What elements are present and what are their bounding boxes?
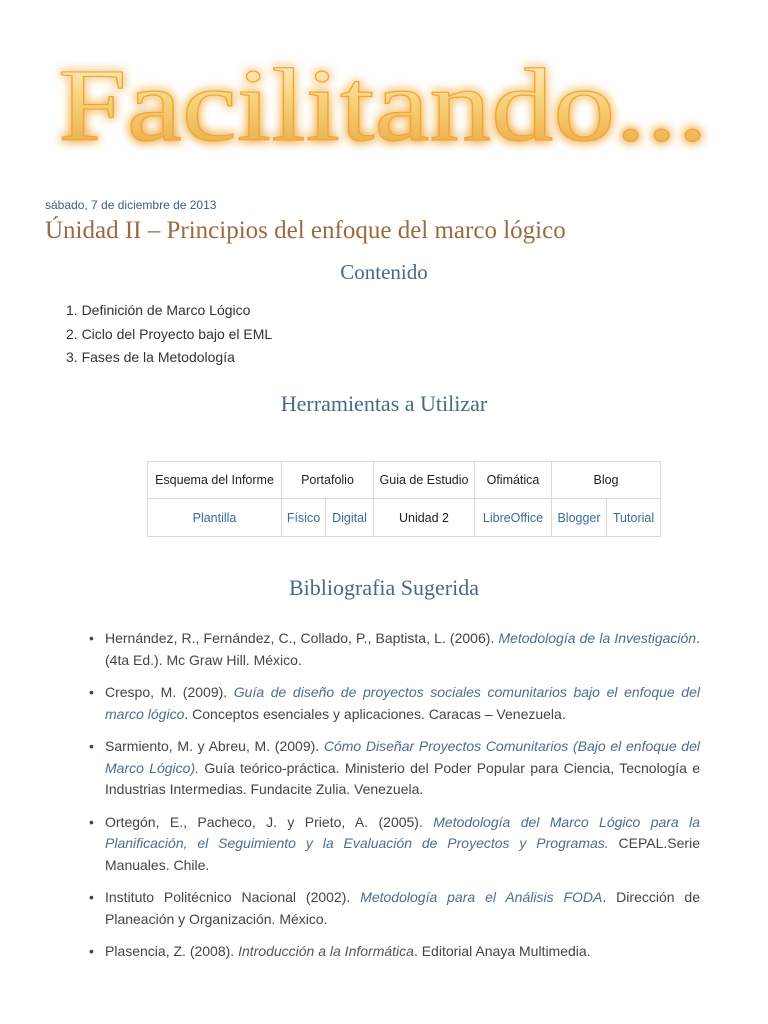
- blog-header-banner[interactable]: [0, 40, 768, 170]
- link-fisico[interactable]: Físico: [282, 499, 326, 537]
- post-title[interactable]: Únidad II – Principios del enfoque del marco lógico: [45, 217, 566, 244]
- link-plantilla[interactable]: Plantilla: [148, 499, 282, 537]
- reference-title-link[interactable]: Metodología del Marco Lógico para la Planificación, el Seguimiento y la Evaluación de Proyectos y Programas.: [105, 813, 700, 851]
- blog-title-text: Facilitando...: [58, 48, 708, 163]
- reference-authors: Ortegón, E., Pacheco, J. y Prieto, A. (2005).: [105, 813, 434, 830]
- reference-details: Guía teórico-práctica. Ministerio del Poder Popular para Ciencia, Tecnología e Industrias Intermedias. Fundacite Zulia. Venezuela.: [105, 759, 701, 797]
- reference-authors: Hernández, R., Fernández, C., Collado, P., Baptista, L. (2006).: [105, 630, 499, 646]
- link-blogger[interactable]: Blogger: [552, 499, 607, 537]
- bibliography-item: [88, 628, 700, 671]
- bibliografia-list: [88, 628, 700, 974]
- tools-link-row: [148, 499, 661, 537]
- contenido-item: 3. Fases de la Metodología: [66, 349, 235, 365]
- herramientas-heading: Herramientas a Utilizar: [280, 391, 488, 416]
- link-tutorial[interactable]: Tutorial: [607, 499, 661, 537]
- bibliografia-heading: Bibliografia Sugerida: [288, 575, 479, 600]
- header-blog: Blog: [552, 462, 661, 499]
- reference-title-link[interactable]: Guía de diseño de proyectos sociales comunitarios bajo el enfoque del marco lógico: [105, 684, 700, 722]
- reference-authors: Crespo, M. (2009).: [105, 684, 234, 700]
- contenido-item: 1. Definición de Marco Lógico: [66, 302, 251, 318]
- contenido-list: [66, 299, 272, 370]
- header-esquema: Esquema del Informe: [148, 462, 282, 499]
- reference-title: Introducción a la Informática: [238, 943, 414, 959]
- contenido-heading: Contenido: [340, 260, 428, 284]
- reference-authors: Instituto Politécnico Nacional (2002).: [105, 889, 361, 905]
- reference-authors: Plasencia, Z. (2008).: [105, 943, 239, 959]
- bibliography-item: [88, 812, 700, 877]
- bibliography-item: [88, 736, 700, 801]
- header-portafolio: Portafolio: [282, 462, 374, 499]
- header-ofimatica: Ofimática: [475, 462, 552, 499]
- reference-title-link[interactable]: Cómo Diseñar Proyectos Comunitarios (Bajo el enfoque del Marco Lógico).: [105, 738, 700, 776]
- reference-authors: Sarmiento, M. y Abreu, M. (2009).: [105, 738, 324, 754]
- banner-title-art: [0, 40, 768, 170]
- contenido-item: 2. Ciclo del Proyecto bajo el EML: [66, 325, 273, 342]
- bibliography-item: [88, 887, 700, 930]
- reference-title-link[interactable]: Metodología de la Investigación: [498, 630, 697, 646]
- reference-details: . Editorial Anaya Multimedia.: [413, 943, 591, 959]
- reference-details: . Dirección de Planeación y Organización. México.: [105, 889, 701, 927]
- header-guia: Guia de Estudio: [374, 462, 475, 499]
- reference-details: . Conceptos esenciales y aplicaciones. Caracas – Venezuela.: [184, 705, 566, 722]
- reference-details: . (4ta Ed.). Mc Graw Hill. México.: [105, 630, 700, 668]
- tools-table: [147, 461, 661, 537]
- link-libreoffice[interactable]: LibreOffice: [475, 499, 552, 537]
- reference-title-link[interactable]: Metodología para el Análisis FODA: [360, 889, 603, 905]
- bibliography-item: [88, 941, 700, 963]
- bibliography-item: [88, 682, 700, 725]
- link-digital[interactable]: Digital: [326, 499, 374, 537]
- reference-details: CEPAL.Serie Manuales. Chile.: [105, 835, 700, 873]
- tools-header-row: [148, 462, 661, 499]
- cell-unidad: Unidad 2: [374, 499, 475, 537]
- post-date: sábado, 7 de diciembre de 2013: [45, 198, 217, 212]
